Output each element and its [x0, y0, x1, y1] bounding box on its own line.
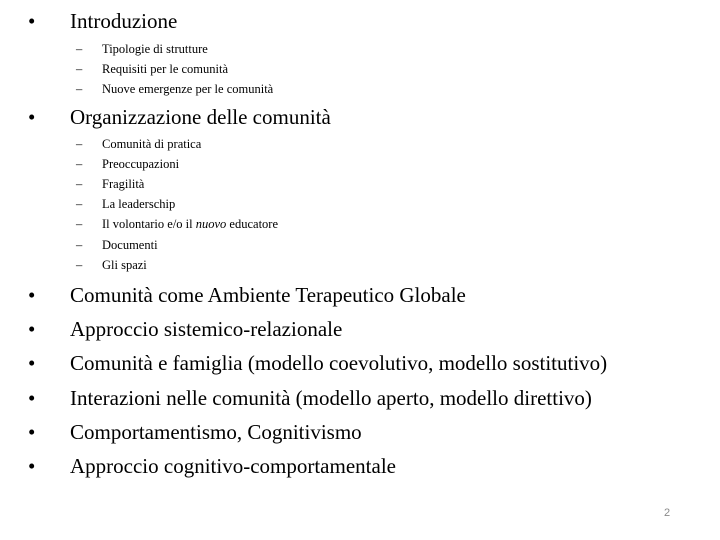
page-number: 2: [664, 507, 671, 519]
dash: –: [76, 42, 83, 56]
bullet: •: [28, 420, 36, 444]
bullet: •: [28, 9, 36, 33]
bullet: •: [28, 317, 36, 341]
bullet: •: [28, 454, 36, 478]
dash: –: [76, 82, 83, 96]
bullet: •: [28, 283, 36, 307]
dash: –: [76, 177, 83, 191]
bullet: •: [28, 351, 36, 375]
dash: –: [76, 258, 83, 272]
dash: –: [76, 62, 83, 76]
dash: –: [76, 137, 83, 151]
bullet: •: [28, 105, 36, 129]
dash: –: [76, 217, 83, 231]
dash: –: [76, 157, 83, 171]
dash: –: [76, 238, 83, 252]
bullet: •: [28, 386, 36, 410]
dash: –: [76, 197, 83, 211]
